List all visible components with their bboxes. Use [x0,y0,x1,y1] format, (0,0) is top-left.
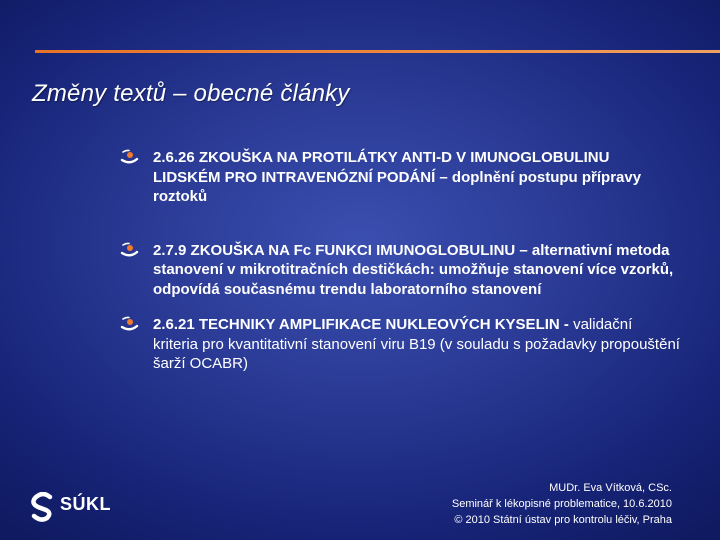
top-accent-line [35,50,720,53]
sukl-logo-icon [30,492,56,522]
bullet-text: 2.7.9 ZKOUŠKA NA Fc FUNKCI IMUNOGLOBULINU – alternativní metoda stanovení v mikrotitračních destičkách: umožňuje stanovení více vzorků, odpovídá současnému trendu laboratorního stanovení [153,241,674,298]
bullet-item [120,315,680,374]
bullet-heading: 2.6.21 TECHNIKY AMPLIFIKACE NUKLEOVÝCH KYSELIN - [153,316,569,333]
bullet-item [120,148,680,207]
bullet-text: validační kriteria pro kvantitativní stanovení viru B19 (v souladu s požadavky propouštění šarží OCABR) [153,316,680,372]
footer-author: MUDr. Eva Vítková, CSc. [549,482,672,494]
swoosh-bullet-icon [120,148,140,166]
bullet-text: 2.6.26 ZKOUŠKA NA PROTILÁTKY ANTI-D V IMUNOGLOBULINU LIDSKÉM PRO INTRAVENÓZNÍ PODÁNÍ – doplnění postupu přípravy roztoků [153,149,642,205]
footer-copyright: © 2010 Státní ústav pro kontrolu léčiv, Praha [454,514,672,526]
sukl-logo [30,490,130,530]
bullet-list [120,148,680,374]
swoosh-bullet-icon [120,315,140,333]
logo-text: SÚKL [60,494,111,514]
footer-credits [452,480,672,528]
footer-event: Seminář k lékopisné problematice, 10.6.2010 [451,498,672,510]
slide-title: Změny textů – obecné články [32,80,350,107]
bullet-item [120,241,680,300]
swoosh-bullet-icon [120,241,140,259]
